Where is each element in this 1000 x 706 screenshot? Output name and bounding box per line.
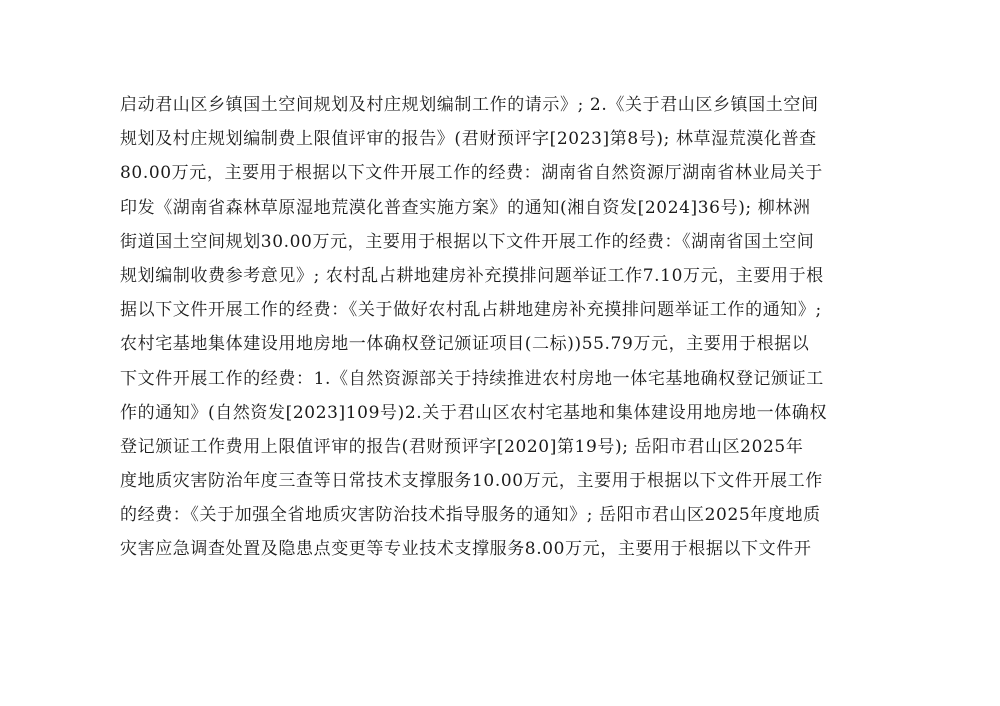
text-line: 登记颁证工作费用上限值评审的报告(君财预评字[2020]第19号); 岳阳市君山区2025年 (120, 436, 804, 457)
text-line: 的经费：《关于加强全省地质灾害防治技术指导服务的通知》; 岳阳市君山区2025年度地质 (120, 505, 821, 526)
text-line: 下文件开展工作的经费：1.《自然资源部关于持续推进农村房地一体宅基地确权登记颁证工 (120, 368, 824, 389)
text-line: 灾害应急调查处置及隐患点变更等专业技术支撑服务8.00万元，主要用于根据以下文件开 (120, 539, 812, 560)
text-line: 农村宅基地集体建设用地房地一体确权登记颁证项目(二标))55.79万元，主要用于根据以 (120, 334, 810, 355)
text-line: 启动君山区乡镇国土空间规划及村庄规划编制工作的请示》; 2.《关于君山区乡镇国土空间 (120, 95, 819, 115)
body-text (120, 88, 890, 567)
text-line: 度地质灾害防治年度三查等日常技术支撑服务10.00万元，主要用于根据以下文件开展工作 (120, 471, 823, 492)
text-line: 80.00万元，主要用于根据以下文件开展工作的经费：湖南省自然资源厅湖南省林业局关于 (120, 163, 823, 184)
text-line: 规划及村庄规划编制费上限值评审的报告》(君财预评字[2023]第8号); 林草湿荒漠化普查 (120, 129, 817, 150)
text-line: 印发《湖南省森林草原湿地荒漠化普查实施方案》的通知(湘自资发[2024]36号); 柳林洲 (120, 197, 811, 218)
text-line: 街道国土空间规划30.00万元，主要用于根据以下文件开展工作的经费：《湖南省国土空间 (120, 231, 815, 252)
text-line: 据以下文件开展工作的经费：《关于做好农村乱占耕地建房补充摸排问题举证工作的通知》; (120, 300, 822, 321)
text-line: 作的通知》(自然资发[2023]109号)2.关于君山区农村宅基地和集体建设用地房地一体确权 (120, 402, 828, 423)
text-line: 规划编制收费参考意见》; 农村乱占耕地建房补充摸排问题举证工作7.10万元，主要用于根 (120, 265, 824, 286)
